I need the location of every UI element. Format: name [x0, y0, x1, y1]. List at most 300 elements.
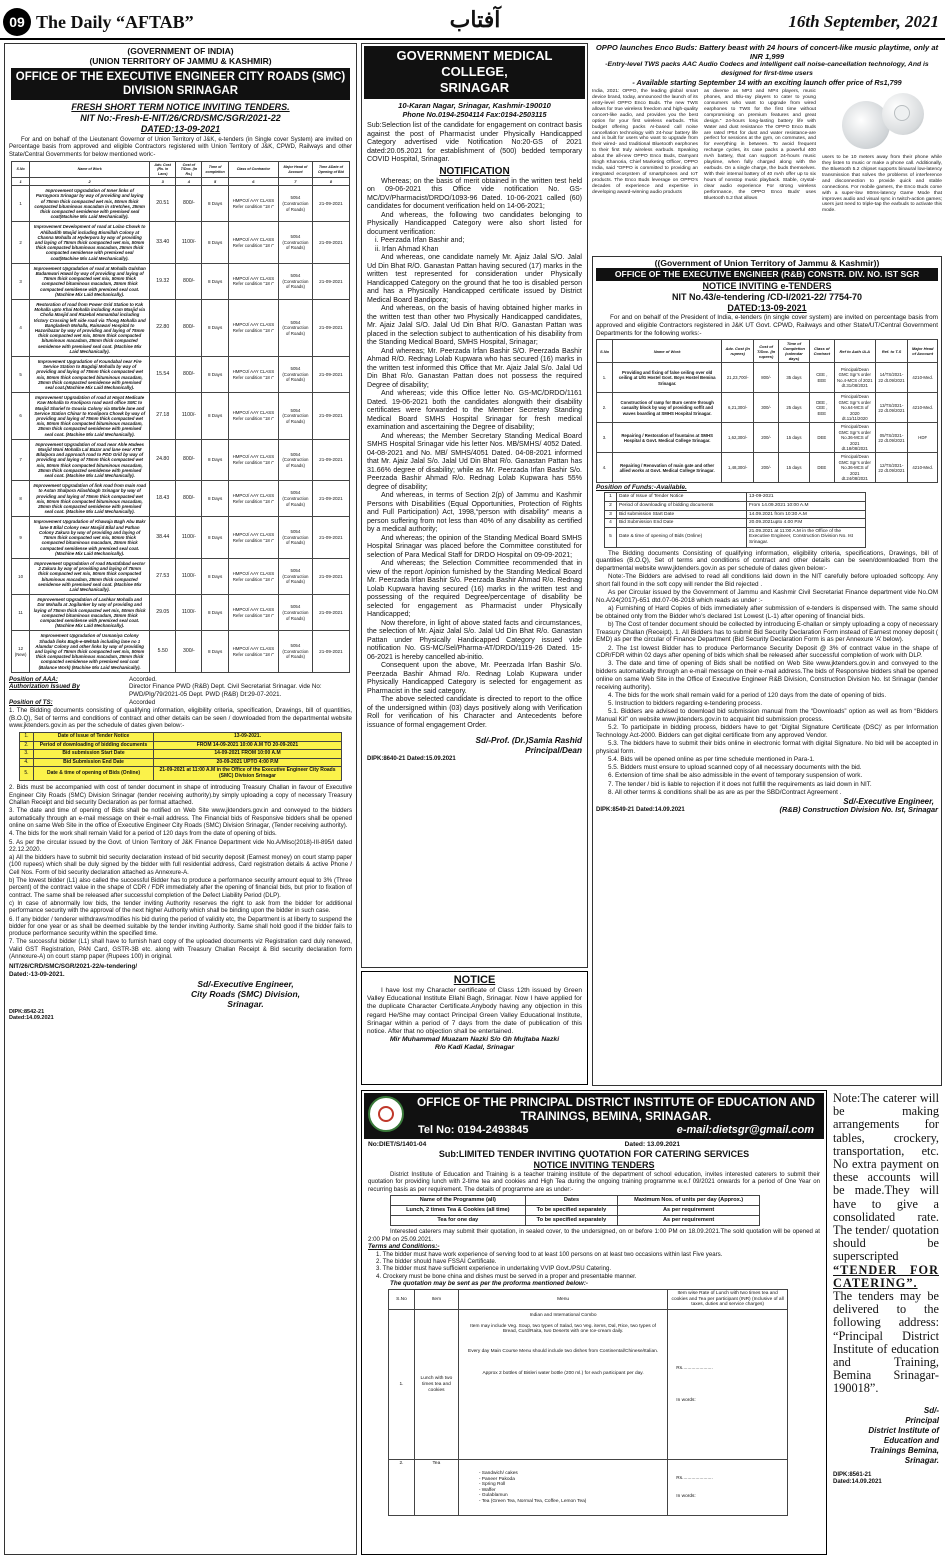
menu-line: - Waffer: [478, 1487, 496, 1493]
schedule-item: Date of Issue of Tender Notice: [34, 732, 154, 741]
rnb-works-table: [596, 339, 938, 483]
schedule-item: Period of downloading of bidding documents: [617, 502, 747, 511]
menu-line: Every day Main Course Menu should include two dishes from Continental/Chinese/Italian.: [468, 1349, 659, 1355]
signature-line: Principal: [905, 1415, 939, 1425]
cell-adv-cost: 27.18: [150, 393, 176, 440]
cell-time: 25 days: [779, 393, 810, 423]
diet-body: [362, 1141, 826, 1516]
column-header: S.No: [597, 340, 613, 363]
rnb-sig-1: Sd/-Executive Engineer,: [843, 796, 934, 806]
cell-doc-cost: 1100/-: [176, 393, 202, 440]
schedule-value: 21-09-2021 at 11:00 A.M in the Office of the Executive Engineer City Roads (SMC) Division Srinagar: [154, 767, 342, 781]
cell-date: 21-09-2021: [312, 439, 349, 480]
cell-work: Construction of ramp for Burn centre through casualty block by way of providing soffit and waves boarding at SMHS Hospital Srinagar.: [613, 393, 722, 423]
oppo-subhead: -Entry-level TWS packs AAC Audio Codecs and intelligent call noise-cancellation technology, And is designed for first-time users: [605, 61, 929, 77]
schedule-row: [20, 741, 342, 750]
cell-adv-cost: 18.43: [150, 481, 176, 517]
rnb-intro: For and on behalf of the President of India, e-tenders (in single cover system) are invited on percentage basis from approved and eligible Contractors registered in J&K UT Govt. CPWD, Railways and other State/UT/Central Government Departments for the following works:-: [596, 314, 938, 337]
cell-sn: 11: [12, 595, 30, 631]
schedule-row: [605, 519, 866, 528]
table-row: [12, 558, 350, 594]
rnb-tender-notice: [592, 256, 942, 1086]
cell-class: HMPOJ/ AAY CLASS Refer condition “18 r”: [228, 439, 278, 480]
diet-ref: [368, 1141, 820, 1149]
table-row: [12, 631, 350, 672]
condition-item: 5.5. Bidders must ensure to upload scanned copy of all necessary documents with the bid.: [608, 764, 862, 772]
paper-name: The Daily “AFTAB”: [36, 12, 194, 32]
caterer-note-text: Note:The caterer will be making arrangements for tables, crockery, transportation, etc. No extra payment on these accounts will be made.They will have to give a consolidated rate. The tender/ quotation should be superscripted “TENDER FOR CATERING”. The tenders may be delivered to the following address: “Principal District Institute of education and Training, Bemina Srinagar-190018”.: [833, 1091, 939, 1396]
schedule-no: 5: [605, 527, 617, 547]
cell-menu: [458, 1460, 667, 1516]
cell-head: 5054 (Construction of Roads): [278, 299, 312, 356]
cell-adv-cost: 21,23,700/-: [722, 363, 754, 393]
cell-work: Repairing / Restoration of fountains at SMHS Hospital & Govt. Medical College Srinagar.: [613, 423, 722, 453]
condition-item: 7. The successful bidder (L1) shall have to furnish hard copy of the uploaded documents viz Registration card duly renewed, Valid GST Registration, PAN Card, GSTR-3B etc. along with Treasury Challan Receipt & Bid security declaration form (Annexure-A) on court stamp paper (Rupees 100) in original.: [9, 938, 352, 961]
schedule-value: 20.09.2021upto 4.00 P.M: [747, 519, 866, 528]
condition-item: 4. The bids for the work shall remain Valid for a period of 120 days from the date of opening of bids.: [9, 830, 277, 838]
cell-head: 5054 (Construction of Roads): [278, 186, 312, 222]
cell-adv-cost: 24.80: [150, 439, 176, 480]
notification-para: Whereas; on the basis of merit obtained in the written test held on 09-06-2021 this Office vide notification No. GS-MC/DV/Pharmacist/DRDO/1093-96 Dated. 10-06-2021 called (60) candidates for document verification held on 14-06-2021;: [367, 177, 582, 211]
condition-item: 8. All other terms & conditions shall be as are as per the SBD/Contract Agreement .: [608, 788, 842, 796]
notification-para: And whereas; the Member Secretary Standing Medical Board SMHS Hospital Srinagar vide his letter Nos. MB/SMHS/ 4052 Dated. 04-08-2021 and No. MB/ SMHS/4051 Dated. 04-08-2021 informed that Mr. Ajaiz Jalal S/o. Jalal Ud Din Bhat R/o. Ganastan Pattan has 31.66% degree of disability; while as Mr. Peerzada Irfan Bashir S/o. Peerzada Bashir Ahmad R/o. Rednag Lolab Kupwara has 55% degree of disability;: [367, 432, 582, 491]
caterer-dipk: [833, 1472, 939, 1486]
cell-date: 21-09-2021: [312, 222, 349, 263]
cell-work: Improvement Development of road at Lolao Chowk to Ahlibadith Masjid including Bismillah Colony at Channa Mohalla at Hyderpora by way of providing and laying of 75mm thick compacted wet mix, 50mm thick compacted bituminous macadam, 25mm thick compacted semidense with premixed seal coat(Machine Mix Laid Mechanically).: [30, 222, 150, 263]
smc-dipk: [5, 1009, 356, 1022]
smc-office-banner: OFFICE OF THE EXECUTIVE ENGINEER CITY ROADS (SMC) DIVISION SRINAGAR: [11, 68, 350, 100]
issue-date: 16th September, 2021: [788, 12, 939, 31]
gmc-title-2: SRINAGAR: [439, 80, 510, 95]
schedule-value: 21.09.2021 at 11:00 A.M in the Office of the Executive Engineer, Construction Division No. Ist Srinagar.: [747, 527, 866, 547]
cell-doc-cost: 1100/-: [176, 558, 202, 594]
notification-para: Now therefore, in light of above stated facts and circumstances, the selection of Mr. Ajaiz Jalal S/o. Jalal Ud Din Bhat R/o. Ganastan Pattan under Physically Handicapped Category issued vide notification No. GS-MC/Sel/Pharma-AT/DRDO/1119-26 Dated. 15-06-2021 is hereby cancelled ab-initio.: [367, 619, 582, 661]
notification-para: ii. Irfan Ahmad Khan: [375, 245, 439, 253]
ts-label: Position of TS:: [9, 698, 53, 706]
caterer-note: [830, 1090, 942, 1555]
cell-date: 21-09-2021: [312, 357, 349, 393]
menu-line: - Gulablamun: [478, 1493, 508, 1499]
smc-schedule-wrap: [5, 731, 356, 783]
cell-sn: 1.: [597, 363, 613, 393]
cell-rate: [668, 1310, 788, 1460]
column-header: Item: [414, 1289, 458, 1309]
cell-work: Improvement Upgradation of road near Ahle Hadees Masjid Wani Mohalla Lal Bazar and lane near ATM Bilalpora and approach road to PDD Grid by way of providing and laying of 75mm thick compacted wet mix, 50mm thick compacted bituminous macadam, 25mm thick compacted semidense with premixed seal coat. (Machine Mix Laid Mechanically).: [30, 439, 150, 480]
cell-date: 21-09-2021: [312, 517, 349, 558]
schedule-row: [20, 732, 342, 741]
cell-time: 8 Days: [202, 357, 228, 393]
condition-item: 5. As per the circular issued by the Govt. of Union Territory of J&K Finance Department vide No.A/Misc(2018)-III-895/I dated 22.12.2020.: [9, 838, 352, 853]
rnb-table-body: [597, 363, 938, 483]
cell-date: 21-09-2021: [312, 393, 349, 440]
cell-class: HMPOJ/ AAY CLASS Refer condition “18 r”: [228, 631, 278, 672]
smc-dated: DATED:13-09-2021: [140, 124, 221, 134]
table-cell: Lunch, 2 times Tea & Cookies (all time): [391, 1206, 526, 1216]
table-cell: As per requirement: [618, 1216, 760, 1226]
diet-t1-header: [391, 1196, 760, 1206]
table-row: [597, 423, 938, 453]
page-number-badge: [3, 8, 31, 36]
schedule-no: 1: [605, 493, 617, 502]
cell-head: 5054 (Construction of Roads): [278, 481, 312, 517]
column-header: Ref. to T.S: [875, 340, 908, 363]
column-header: Time &Date of Opening of Bid: [312, 161, 349, 177]
column-header: Adv. Cost (In rupees): [722, 340, 754, 363]
column-header: Adv. Cost (Rs. in Lacs): [150, 161, 176, 177]
diet-banner: [364, 1093, 824, 1139]
smc-works-table: [11, 161, 350, 673]
column-number: 4: [176, 178, 202, 186]
cell-class: HMPOJ/ AAY CLASS Refer condition “18 r”: [228, 357, 278, 393]
cell-sn: 3.: [597, 423, 613, 453]
cell-doc-cost: 200/-: [754, 453, 779, 483]
cell-time: 8 Days: [202, 631, 228, 672]
cell-doc-cost: 800/-: [176, 357, 202, 393]
cell-doc-cost: 300/-: [754, 393, 779, 423]
notice-address: R/o Kadi Kadal, Srinagar: [434, 1044, 515, 1052]
ts-value: Accorded: [129, 698, 156, 706]
page-number: 09: [9, 14, 25, 30]
gmc-banner: [364, 46, 585, 99]
gmc-sig-2: Principal/Dean: [525, 746, 582, 756]
cell-date: 21-09-2021: [312, 481, 349, 517]
cell-sn: 9: [12, 517, 30, 558]
notification-para: And whereas; vide this Office letter No. GS-MC/DRDO/1161 Dated. 19-06-2021 both the candidates alongwith their disability certificates were forwarded to the Member Secretary Standing Medical Board SMHS Hospital Srinagar for fresh medical examination and ascertaining the Degree of disability;: [367, 390, 582, 432]
schedule-value: 14-09-2021 FROM 10:00 A.M: [154, 750, 342, 759]
condition-item: The Bidding documents Consisting of qualifying information, eligibility criteria, specifications, Drawings, bill of quantities (B.O.Q), Set of terms and conditions of contract and other details can be seen/downloaded from the departmental website www.jktenders.gov.in as per schedule of dates given below:-: [596, 549, 938, 573]
column-header: Name of Work: [30, 161, 150, 177]
cell-doc-cost: 1100/-: [176, 595, 202, 631]
cell-class: HMPOJ/ AAY CLASS Refer condition “18 r”: [228, 393, 278, 440]
cell-doc-cost: 800/-: [176, 299, 202, 356]
column-header: Maximum Nos. of units per day (Approx.): [618, 1196, 760, 1206]
cell-adv-cost: 1,62,300/-: [722, 423, 754, 453]
schedule-no: 2.: [20, 741, 34, 750]
cell-class: HMPOJ/ AAY CLASS Refer condition “18 r”: [228, 186, 278, 222]
table-row: [597, 393, 938, 423]
table-row: [597, 453, 938, 483]
column-number: 5: [202, 178, 228, 186]
diet-intro: District Institute of Education and Training is a teacher training institute of the department of school education, invites interested caterers to submit their quotation for providing lunch with 2-time tea and cookies and High Tea during the ongoing training programme w.e.f 09/2021 onwards for a period of One Year on recurring basis as per requirement. The details of programme are as under:-: [368, 1171, 820, 1193]
diet-t2-row: [389, 1310, 788, 1460]
cell-adv-cost: 27.53: [150, 558, 176, 594]
table-row: [391, 1206, 760, 1216]
rnb-schedule-table: [604, 492, 866, 547]
cell-work: Improvement Upgradation of road at Hayat Medicate Kaw Mohalla to Koolipora road ward office SMC to Masjid Sharief to Gousia Colony via Marble lane and Service Station Chinar to Koolipora Chowk by way of providing and laying of 75mm thick compacted wet mix, 50mm thick compacted bituminous macadam, 25mm thick compacted semidense with premixed seal coat. (Machine Mix Laid Mechanically).: [30, 393, 150, 440]
oppo-col-3: users to be 10 meters away from their phone while they listen to music or make a phone call. Additionally, the Bluetooth 5.2 chipset supports binaural low-latency transmission that solves the problems of interference and disconnection to provide quick and stable connections. For mobile gamers, the Enco Buds come with a super-low 80ms-latency Game Mode that improves audio and visual sync in twitch-action games; users just need to triple-tap the earbuds to activate this mode.: [822, 155, 942, 214]
cell-sn: 10: [12, 558, 30, 594]
rnb-nit: NIT No.43/e-tendering /CD-I/2021-22/ 7754-70: [671, 292, 863, 302]
header-rule: [0, 38, 945, 40]
cell-sn: 12 (New): [12, 631, 30, 672]
gmc-heading: NOTIFICATION: [439, 165, 510, 177]
gmc-signature: [362, 730, 587, 756]
schedule-no: 3: [605, 510, 617, 519]
schedule-item: Bid submission Start Date: [617, 510, 747, 519]
diet-terms: [368, 1251, 820, 1281]
cell-head: 5054 (Construction of Roads): [278, 517, 312, 558]
cell-doc-cost: 800/-: [176, 481, 202, 517]
schedule-no: 4: [605, 519, 617, 528]
schedule-row: [605, 502, 866, 511]
oppo-col-2: as diverse as MP3 and MP4 players, music phones, and Blu-ray players to cater to young consumers who want to upgrade from wired earphones to TWS for the first time without compromising on premium features and great design.” 24-hours long-lasting battery life with Water and dust resistance The OPPO Enco Buds are rated IP54 for dust and water resistance-are perfect for sessions at the gym, on commutes, and for everything in between. To avoid frequent recharge cycles, its case packs a powerful 400 mAh battery, that can support 24-hours music playtime, when fully charged along with the earbuds. On a single charge, the buds themselves. With their internal battery of 40 mAh offer up to six hours of nonstop music playback. Stable, crystal-clear audio experience For strong wireless performance, the OPPO Enco Buds’ uses Bluetooth 5.2 that allows: [704, 89, 816, 201]
gmc-phone: Phone No.0194-2504114 Fax:0194-2503115: [402, 110, 547, 119]
cell-work: Improvement Upgradation of link road from main road to Astan Shalpora Aliashbagh Srinagar by way of providing and laying of 75mm thick compacted wet mix, 50mm thick compacted bituminous macadam, 25mm thick compacted semidense with premixed seal coat. (Machine Mix Laid Mechanically).: [30, 481, 150, 517]
condition-item: b) The Cost of tender document should be collected by introducing E-challan or simply uploading a copy of necessary Treasury Challan (Receipt). 1. All Bidders has to submit Bid Security Declaration Form instead of Earnest money deposit ( EMD) as per the circular of Finance Department (Bid Security Declaration Form is as per Annexure ‘A’ below).: [596, 620, 938, 644]
caterer-dipk-no: DIPK:8561-21: [833, 1471, 872, 1478]
smc-ref-date: Dated:-13-09-2021.: [9, 970, 65, 978]
schedule-row: [20, 758, 342, 767]
diet-dated: Dated: 13.09.2021: [624, 1141, 680, 1148]
cell-sn: 4.: [597, 453, 613, 483]
cell-sn: 2.: [597, 393, 613, 423]
smc-ref-no: NIT/26/CRD/SMC/SGR/2021-22/e-tendering/: [9, 963, 138, 971]
cell-head: 5054 (Construction of Roads): [278, 263, 312, 299]
table-row: [12, 299, 350, 356]
schedule-value: 13-09-2021.: [154, 732, 342, 741]
cell-work: Repairing / Renovation of main gate and other allied works at Govt. Medical College Srinagar.: [613, 453, 722, 483]
notification-para: Consequent upon the above, Mr. Peerzada Irfan Bashir S/o. Peerzada Bashir Ahmad R/o. Rednag Lolab Kupwara under Physically Handicapped Category is selected for engagement as Pharmacist in the said category.: [367, 662, 582, 695]
diet-title: OFFICE OF THE PRINCIPAL DISTRICT INSTITUTE OF EDUCATION AND TRAININGS, BEMINA, SRINAGAR.: [416, 1095, 816, 1123]
condition-item: Note:-The Bidders are advised to read all conditions laid down in the NIT carefully before uploaded softcopy. Any short fall found in the soft copy will render the Bid rejected .: [596, 573, 938, 588]
diet-programme-table: [390, 1195, 760, 1226]
rnb-dated: DATED:13-09-2021: [727, 303, 807, 313]
schedule-row: [20, 750, 342, 759]
column-header: S.No: [389, 1289, 415, 1309]
smc-gov-line-2: (UNION TERRITORY OF JAMMU & KASHMIR): [89, 56, 272, 66]
schedule-item: Date & time of opening of Bids (Online): [34, 767, 154, 781]
diet-logo: [368, 1096, 404, 1132]
smc-sig-2: City Roads (SMC) Division,: [190, 988, 301, 999]
rnb-conditions: [596, 550, 938, 797]
notification-para: The above selected candidate is directed to report to the office of the undersigned within (03) days positively along with Verification Roll for verification of his Character and Antecedents before issuance of formal engagement Order.: [367, 696, 582, 729]
condition-item: 5.4. Bids will be opened online as per time schedule mentioned in Para-1.: [608, 755, 815, 763]
cell-time: 8 Days: [202, 263, 228, 299]
schedule-item: Date of Issue of Tender Notice: [617, 493, 747, 502]
table-row: [12, 393, 350, 440]
cell-doc-cost: 300/-: [176, 631, 202, 672]
diet-t2-row: [389, 1460, 788, 1516]
menu-line: Indian and International Combo: [529, 1313, 597, 1319]
table-row: [12, 439, 350, 480]
cell-ts: 13/TS/2021-22 dt.09/2021: [875, 393, 908, 423]
cell-ts: 14/TS/2021-22 dt.09/2021: [875, 363, 908, 393]
rnb-footer: [596, 806, 938, 814]
table-cell: As per requirement: [618, 1206, 760, 1216]
cell-class: DEE: [809, 453, 834, 483]
masthead-logo: آفتاب: [449, 7, 501, 32]
cell-adv-cost: 19.32: [150, 263, 176, 299]
table-row: [391, 1216, 760, 1226]
rate-words: In words:: [676, 1493, 696, 1499]
cell-time: 15 days: [779, 453, 810, 483]
cell-sn: 8: [12, 481, 30, 517]
notification-para: And whereas, one candidate namely Mr. Ajaiz Jalal S/O. Jalal Ud Din Bhat R/O. Ganastan Pattan having secured (17) marks in the written test represented for consideration under Physically Handicapped Category on the ground that he too is disabled person and has a Physically Handicapped certificate issued by District Medical Board Bandipora;: [367, 254, 582, 304]
cell-work: Restoration of road from Power Grid Station to Kak Mohalla upto Khai Mohalla including Aram Masjid via Cholia Masjid and Razebal Hamambal including Victory Crossing left side road via Thong Mohalla and Bangladesh Mohalla, Rainawari Hospital to Hazoribazar by way of providing and laying of 75mm thick compacted wet mix, 50mm thick compacted bituminous macadam, 25mm thick compacted semidense with premixed seal coat. (Machine Mix Laid Mechanically).: [30, 299, 150, 356]
rate-rs: Rs.......................: [676, 1366, 713, 1372]
cell-class: HMPOJ/ AAY CLASS Refer condition “18 r”: [228, 222, 278, 263]
cell-head: 4210-Med.: [908, 393, 938, 423]
column-header: Item wise Rate of Lunch with two times tea and cookies and Tea per participant (INR) (Inclusive of all taxes, duties and service charges): [668, 1289, 788, 1309]
cell-class: HMPOJ/ AAY CLASS Refer condition “18 r”: [228, 299, 278, 356]
gmc-notification: [361, 43, 588, 968]
cell-aa: Principal/Dean GMC Sgr’s order No.36-MCS of 2021 dt.24/08/2021: [834, 453, 875, 483]
cell-item: Tea: [414, 1460, 458, 1516]
column-header: S.No: [12, 161, 30, 177]
cell-adv-cost: 1,48,300/-: [722, 453, 754, 483]
signature-line: Srinagar.: [904, 1455, 939, 1465]
cell-head: 5054 (Construction of Roads): [278, 393, 312, 440]
cell-work: Providing and fixing of false ceiling over old ceiling at U/G Hostel Govt. Boys Hostel Bemina Srinagar.: [613, 363, 722, 393]
smc-conditions: [5, 782, 356, 963]
schedule-no: 1.: [20, 732, 34, 741]
smc-gov-line-1: (GOVERNMENT OF INDIA): [127, 46, 234, 56]
schedule-no: 3.: [20, 750, 34, 759]
cell-adv-cost: 38.44: [150, 517, 176, 558]
notification-para: And whereas; the Selection Committee recommended that in view of the report /opinion furnished by the Standing Medical Board Mr. Peerzada Irfan Bashir S/o. Peerzada Bashir Ahmad R/o. Rednag Lolab Kupwara having secured (16) marks in the written test and possessing of the required Degree/percentage of disability be selected for engagement as Pharmacist under Physically Handicapped;: [367, 560, 582, 619]
diet-email: e-mail:dietsgr@gmail.com: [676, 1124, 814, 1136]
notification-para: And whereas, on the basis of having obtained higher marks in the written test than other two Physically Handicapped candidates, Mr. Ajaiz Jalal S/O. Jalal Ud Din Bhat R/O. Ganastan Pattan was placed in the selection subject to authentication of his disability from the Standing Medical Board, SMHS Hospital, Srinagar;: [367, 305, 582, 347]
column-header: Class of Contract: [809, 340, 834, 363]
column-header: Major Head of Account: [278, 161, 312, 177]
cell-ts: 12/TS/2021-22 dt.09/2021: [875, 453, 908, 483]
column-header: Class of Contractor: [228, 161, 278, 177]
cell-sn: 7: [12, 439, 30, 480]
smc-table-colnums: [12, 178, 350, 186]
cell-class: HMPOJ/ AAY CLASS Refer condition “18 r”: [228, 263, 278, 299]
term-item: 3. The bidder must have sufficient experience in undertaking VVIP Govt./PSU Catering.: [376, 1265, 612, 1273]
cell-menu: [458, 1310, 667, 1460]
cell-doc-cost: 800/-: [176, 439, 202, 480]
rnb-title: NOTICE INVITING e-TENDERS: [702, 281, 832, 291]
cell-class: CEE , EEE: [809, 363, 834, 393]
cell-sn: 5: [12, 357, 30, 393]
column-number: 1: [12, 178, 30, 186]
lost-certificate-notice: [361, 971, 588, 1085]
smc-tender-notice: [4, 43, 357, 1555]
cell-work: Improvement Upgradation of road at Mohalla Gulshan Badamwari Hawal by way of providing and laying of 75mm thick compacted wet mix, 50mm thick compacted bituminous macadam, 25mm thick compacted semidense with premixed seal coat. (Machine Mix Laid Mechanically).: [30, 263, 150, 299]
smc-positions: [5, 673, 356, 706]
diet-contact: [412, 1123, 820, 1137]
cell-date: 21-09-2021: [312, 263, 349, 299]
smc-sig-3: Srinagar.: [227, 998, 264, 1009]
condition-item: 6. Extension of time shall be also admissible in the event of temporary suspension of work.: [608, 772, 863, 780]
condition-item: 7. The tender / bid is liable to rejection if it does not fulfill the requirements as laid down in NIT.: [608, 780, 872, 788]
cell-class: DEE , CEE , EEE: [809, 393, 834, 423]
table-row: [12, 357, 350, 393]
oppo-col-1: India, 2021: OPPO, the leading global smart device brand, today, announced the launch of its entry-level OPPO Enco Buds. The new TWS allows for true wireless freedom and high-quality concert-like audio, and provides you the best option for your first wireless earbuds. This budget offering packs AI-based call noise cancellation technology with 24-hour battery life and is built for users who want to upgrade from their wired- and traditional Bluetooth earphones to their first truly wireless earbuds. Speaking about the all-new OPPO Enco Buds, Damyant Singh Khanoria, Chief Marketing Officer, OPPO India, said “OPPO is committed to providing an integrated ecosystem of smartphones and IoT products. The Enco Buds leverage on OPPO’s decades of experience and expertise in developing award-winning audio products: [592, 89, 698, 195]
smc-table-header: [12, 161, 350, 177]
notice-body: I have lost my Character certificate of Class 12th issued by Green Valley Educational Institute Ellahi Bagh, Srinagar. Now I have applied for the duplicate Character Certificate.Anybody having any objection in this regard He/She may contact Principal Green Valley Educational Institute, Srinagar within a period of 7 days from the date of publication of this notice. After that no objection shall be entertained.: [367, 987, 582, 1036]
cell-time: 8 Days: [202, 299, 228, 356]
cell-adv-cost: 20.51: [150, 186, 176, 222]
column-header: Major Head of Account: [908, 340, 938, 363]
table-cell: Tea for one day: [391, 1216, 526, 1226]
cell-date: 21-09-2021: [312, 558, 349, 594]
cell-time: 8 Days: [202, 393, 228, 440]
cell-head: HDF: [908, 423, 938, 453]
cell-work: Improvement Upgradation of Khawaja Bagh Abu Bakr lane 8 Bilal Colony near Masjid Bilal and Pathan Colony Zakura by way of providing and laying of 75mm thick compacted wet mix, 50mm thick compacted bituminous macadam, 25mm thick compacted semidense with premixed seal coat. (Machine Mix Laid Mechanically).: [30, 517, 150, 558]
cell-adv-cost: 22.80: [150, 299, 176, 356]
cell-date: 21-09-2021: [312, 299, 349, 356]
smc-schedule-table: [19, 732, 342, 782]
diet-t1-body: [391, 1206, 760, 1226]
smc-intro: For and on behalf of the Lieutenant Governor of Union Territory of J&K, e-tenders (in Single cover System) are invited on Percentage basis from approved and eligible Contractors registered with Union Territory of J&K, CPWD, Railways and other State/Central Governments for below mentioned work:-: [9, 137, 352, 158]
table-row: [12, 186, 350, 222]
cell-sn: 1.: [389, 1310, 415, 1460]
column-header: Ref to Auth /A.A: [834, 340, 875, 363]
schedule-item: Bid Submission End Date: [34, 758, 154, 767]
oppo-article: [592, 43, 942, 253]
menu-line: - Paneer Pakoda: [478, 1476, 515, 1482]
oppo-columns: [592, 89, 942, 214]
cell-adv-cost: 15.54: [150, 357, 176, 393]
condition-item: a) Furnishing of Hard Copies of bids immediately after submission of e-tenders is dispensed with. The same should be obtained only from the Bidder who’s declared 1st Lowest (L-1) after opening of financial bids.: [596, 605, 938, 620]
term-item: 1. The bidder must have work experience of serving food to at least 100 persons on at least two occasions within last Five years.: [376, 1250, 723, 1258]
rnb-sig-2: (R&B) Construction Division No. Ist, Srinagar: [779, 805, 938, 815]
cell-sn: 2.: [389, 1460, 415, 1516]
oppo-headline: OPPO launches Enco Buds: Battery beast with 24 hours of concert-like music playtime, only at INR 1,999: [595, 43, 939, 62]
gmc-dipk: DIPK:8640-21 Dated:15.09.2021: [367, 756, 456, 763]
schedule-item: Bid Submission End Date: [617, 519, 747, 528]
column-header: Menu: [458, 1289, 667, 1309]
condition-item: 3. The date and time of opening of Bids shall be notified on Web Site www.jktenders.gov.in and conveyed to the bidders automatically through an e-mail message on their e-mail address.The bids of Responsive bidders shall be opened online on same Web Site in the Office of Executive Engineer R&B Division, Construction Division No. Ist Srinagar (tender receiving authority).: [596, 660, 938, 691]
table-row: [12, 263, 350, 299]
cell-sn: 6: [12, 393, 30, 440]
table-row: [12, 481, 350, 517]
rate-words: In words:: [676, 1397, 696, 1403]
smc-sig-1: Sd/-Executive Engineer,: [197, 978, 294, 989]
cell-head: 5054 (Construction of Roads): [278, 222, 312, 263]
cell-time: 8 Days: [202, 481, 228, 517]
schedule-value: 14.09.2021 from 10:30 A.M: [747, 510, 866, 519]
cell-head: 4210-Med.: [908, 453, 938, 483]
cell-sn: 2: [12, 222, 30, 263]
condition-item: 2. Bids must be accompanied with cost of tender document in shape of introducing Treasury Challan in favour of Executive Engineer City Roads (SMC) Division Srinagar (tender receiving authority).by simply uploading a copy of necessary Treasury Challan Receipt and bid security Declaration as per format attached.: [9, 784, 352, 807]
smc-dipk-date: Dated:14.09.2021: [9, 1015, 54, 1021]
diet-t2-body: [389, 1310, 788, 1516]
cell-work: Improvement Upgradation of Lashkar Mohalla and Dar Mohalla at Jogilanker by way of providing and laying of 75mm thick compacted wet mix, 50mm thick compacted bituminous macadam, 25mm thick compacted semidense with premixed seal coat. (Machine Mix Laid Mechanically).: [30, 595, 150, 631]
cell-time: 8 Days: [202, 186, 228, 222]
cell-sn: 3: [12, 263, 30, 299]
notification-para: And whereas, the following two candidates belonging to Physically Handicapped Category were also short listed for document verification:: [367, 211, 582, 236]
column-header: Dates: [525, 1196, 618, 1206]
diet-no: No:DIET/S/1401-04: [368, 1141, 427, 1148]
cell-doc-cost: 800/-: [176, 263, 202, 299]
term-item: 4. Crockery must be bone china and dishes must be served in a proper and presentable manner.: [376, 1272, 637, 1280]
cell-doc-cost: 800/-: [176, 186, 202, 222]
condition-item: 4. The bids for the work shall remain valid for a period of 120 days from the date of opening of bids.: [608, 691, 887, 699]
page-header: [0, 0, 945, 40]
gmc-address: 10-Karan Nagar, Srinagar, Kashmir-190010: [398, 101, 551, 110]
cell-work: Improvement Upgradation of Inner links of Parraypora Srinagar by way of providing and laying of 75mm thick compacted wet mix, 50mm thick compacted bituminous macadam in stretches, 25mm thick compacted semidense with premixed seal coat(Machine Mix Laid Mechanically).: [30, 186, 150, 222]
notice-name: Mir Muhammad Muazam Nazki S/o Gh Mujtaba Nazki: [389, 1036, 560, 1044]
table-row: [597, 363, 938, 393]
schedule-no: 5.: [20, 767, 34, 781]
caterer-dipk-date: Dated:14.09.2021: [833, 1478, 882, 1485]
cell-date: 21-09-2021: [312, 631, 349, 672]
condition-item: a) All the bidders have to submit bid security declaration instead of bid security deposit (Earnest money) on court stamp paper (100 rupees) which shall be duly signed by the bidder with full residential address, Card registration details & active Phone / Cell Nos. Form of bid security declaration attached as Annexure-A.: [9, 854, 352, 876]
diet-subject: Sub:LIMITED TENDER INVITING QUOTATION FOR CATERING SERVICES: [438, 1149, 750, 1159]
condition-item: 5.2. To participate in bidding process, bidders have to get ‘Digital Signature Certificate (DSC)’ as per Information Technology Act-2000. Bidders can get digital certificate from any approved Vendor.: [596, 724, 938, 739]
schedule-value: FROM 14-09-2021 10:00 A.M TO 20-09-2021: [154, 741, 342, 750]
diet-terms-heading: Terms and Conditions:-: [368, 1243, 440, 1251]
condition-item: 6. If any bidder / tenderer withdraws/modifies his bid during the period of validity etc, the Department is at liberty to suspend the bidder for one year or as shall be deemed suitable by the tender inviting Authority. Same shall hold good if the bidder fails to produce performance security within the specified time.: [9, 915, 352, 938]
cell-time: 8 Days: [202, 558, 228, 594]
smc-works-table-wrap: [5, 161, 356, 673]
cell-work: Improvement Upgradation of road Mustafabad sector 2 Zakura by way of providing and laying of 75mm thick compacted wet mix, 50mm thick compacted bituminous macadam, 25mm thick compacted semidense with premixed seal coat. (Machine Mix Laid Mechanically).: [30, 558, 150, 594]
diet-proforma: The quotation may be sent as per the proforma mentioned below:-: [390, 1280, 589, 1288]
